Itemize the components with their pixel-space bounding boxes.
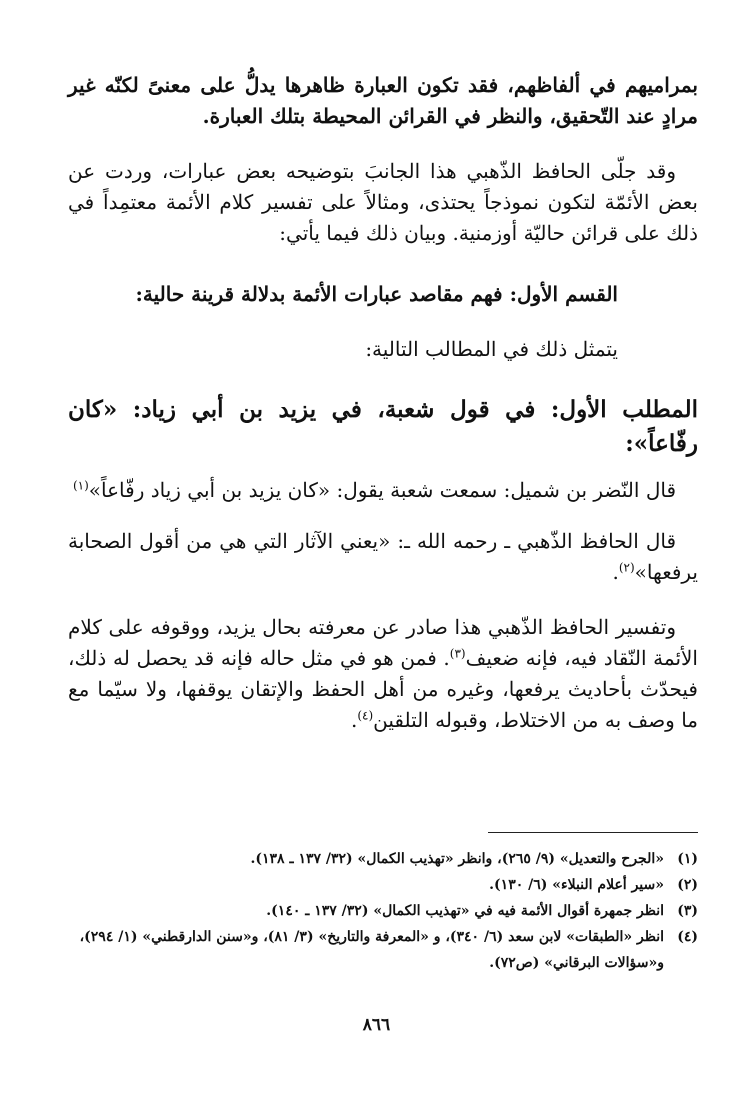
tafsir-text-b: . فمن هو في مثل حاله فإنه قد يحصل له ذلك، فيحدّث بأحاديث يرفعها، وغيره من أهل الحفظ والإتقان يوقفها، ولا سيّما مع ما وصف به من الاختلاط، وقبوله التلقين — [68, 646, 698, 732]
footnote-number: (٤) — [677, 929, 698, 945]
paragraph-tafsir — [68, 612, 698, 736]
footnote-ref-1[interactable]: (١) — [72, 478, 89, 493]
footnotes — [68, 846, 698, 976]
section-heading: القسم الأول: فهم مقاصد عبارات الأئمة بدلالة قرينة حالية: — [135, 282, 618, 306]
footnote-number: (١) — [677, 851, 698, 867]
paragraph-intro: وقد جلّى الحافظ الذّهبي هذا الجانبَ بتوضيحه بعض عبارات، وردت عن بعض الأئمّة لتكون نموذجاً يحتذى، ومثالاً على تفسير كلام الأئمة معتمِداً في ذلك على قرائن حاليّة أوزمنية. وبيان ذلك فيما يأتي: — [68, 159, 698, 245]
footnote-number: (٣) — [677, 903, 698, 919]
paragraph-continuation: بمراميهم في ألفاظهم، فقد تكون العبارة ظاهرها يدلُّ على معنىً لكنّه غير مرادٍ عند التّحقيق، والنظر في القرائن المحيطة بتلك العبارة. — [68, 73, 698, 128]
quote-nadr-text: قال النّضر بن شميل: سمعت شعبة يقول: «كان يزيد بن أبي زياد رفّاعاً» — [88, 478, 676, 502]
section-lead: يتمثل ذلك في المطالب التالية: — [365, 337, 618, 361]
footnote-text: «سير أعلام النبلاء» (٦/ ١٣٠). — [489, 877, 664, 893]
quote-nadr — [68, 475, 698, 506]
tafsir-text-a: وتفسير الحافظ الذّهبي هذا صادر عن معرفته بحال يزيد، ووقوفه على كلام الأئمة النّقاد فيه، فإنه ضعيف — [68, 615, 698, 670]
footnote-text: انظر جمهرة أقوال الأئمة فيه في «تهذيب الكمال» (٣٢/ ١٣٧ ـ ١٤٠). — [266, 903, 664, 919]
footnote-item — [68, 924, 698, 976]
page-body — [68, 70, 698, 736]
quote-dhahabi-text: قال الحافظ الذّهبي ـ رحمه الله ـ: «يعني الآثار التي هي من أقول الصحابة يرفعها» — [68, 529, 698, 584]
footnote-item — [68, 846, 698, 872]
footnote-ref-4[interactable]: (٤) — [357, 708, 374, 723]
quote-dhahabi-end: . — [612, 560, 619, 584]
footnote-text: انظر «الطبقات» لابن سعد (٦/ ٣٤٠)، و «المعرفة والتاريخ» (٣/ ٨١)، و«سنن الدارقطني» (١/ ٢٩٤)، و«سؤالات البرقاني» (ص٧٢). — [79, 929, 664, 971]
footnote-ref-2[interactable]: (٢) — [618, 560, 635, 575]
footnote-divider — [488, 832, 698, 833]
matlab-heading: المطلب الأول: في قول شعبة، في يزيد بن أبي زياد: «كان رفّاعاً»: — [68, 396, 698, 457]
tafsir-end: . — [350, 708, 358, 732]
footnote-item — [68, 898, 698, 924]
footnote-ref-3[interactable]: (٣) — [449, 646, 466, 661]
footnote-number: (٢) — [677, 877, 698, 893]
page-number: ٨٦٦ — [362, 1015, 391, 1035]
footnote-item — [68, 872, 698, 898]
footnote-text: «الجرح والتعديل» (٩/ ٢٦٥)، وانظر «تهذيب الكمال» (٣٢/ ١٣٧ ـ ١٣٨). — [250, 851, 664, 867]
quote-dhahabi — [68, 526, 698, 588]
